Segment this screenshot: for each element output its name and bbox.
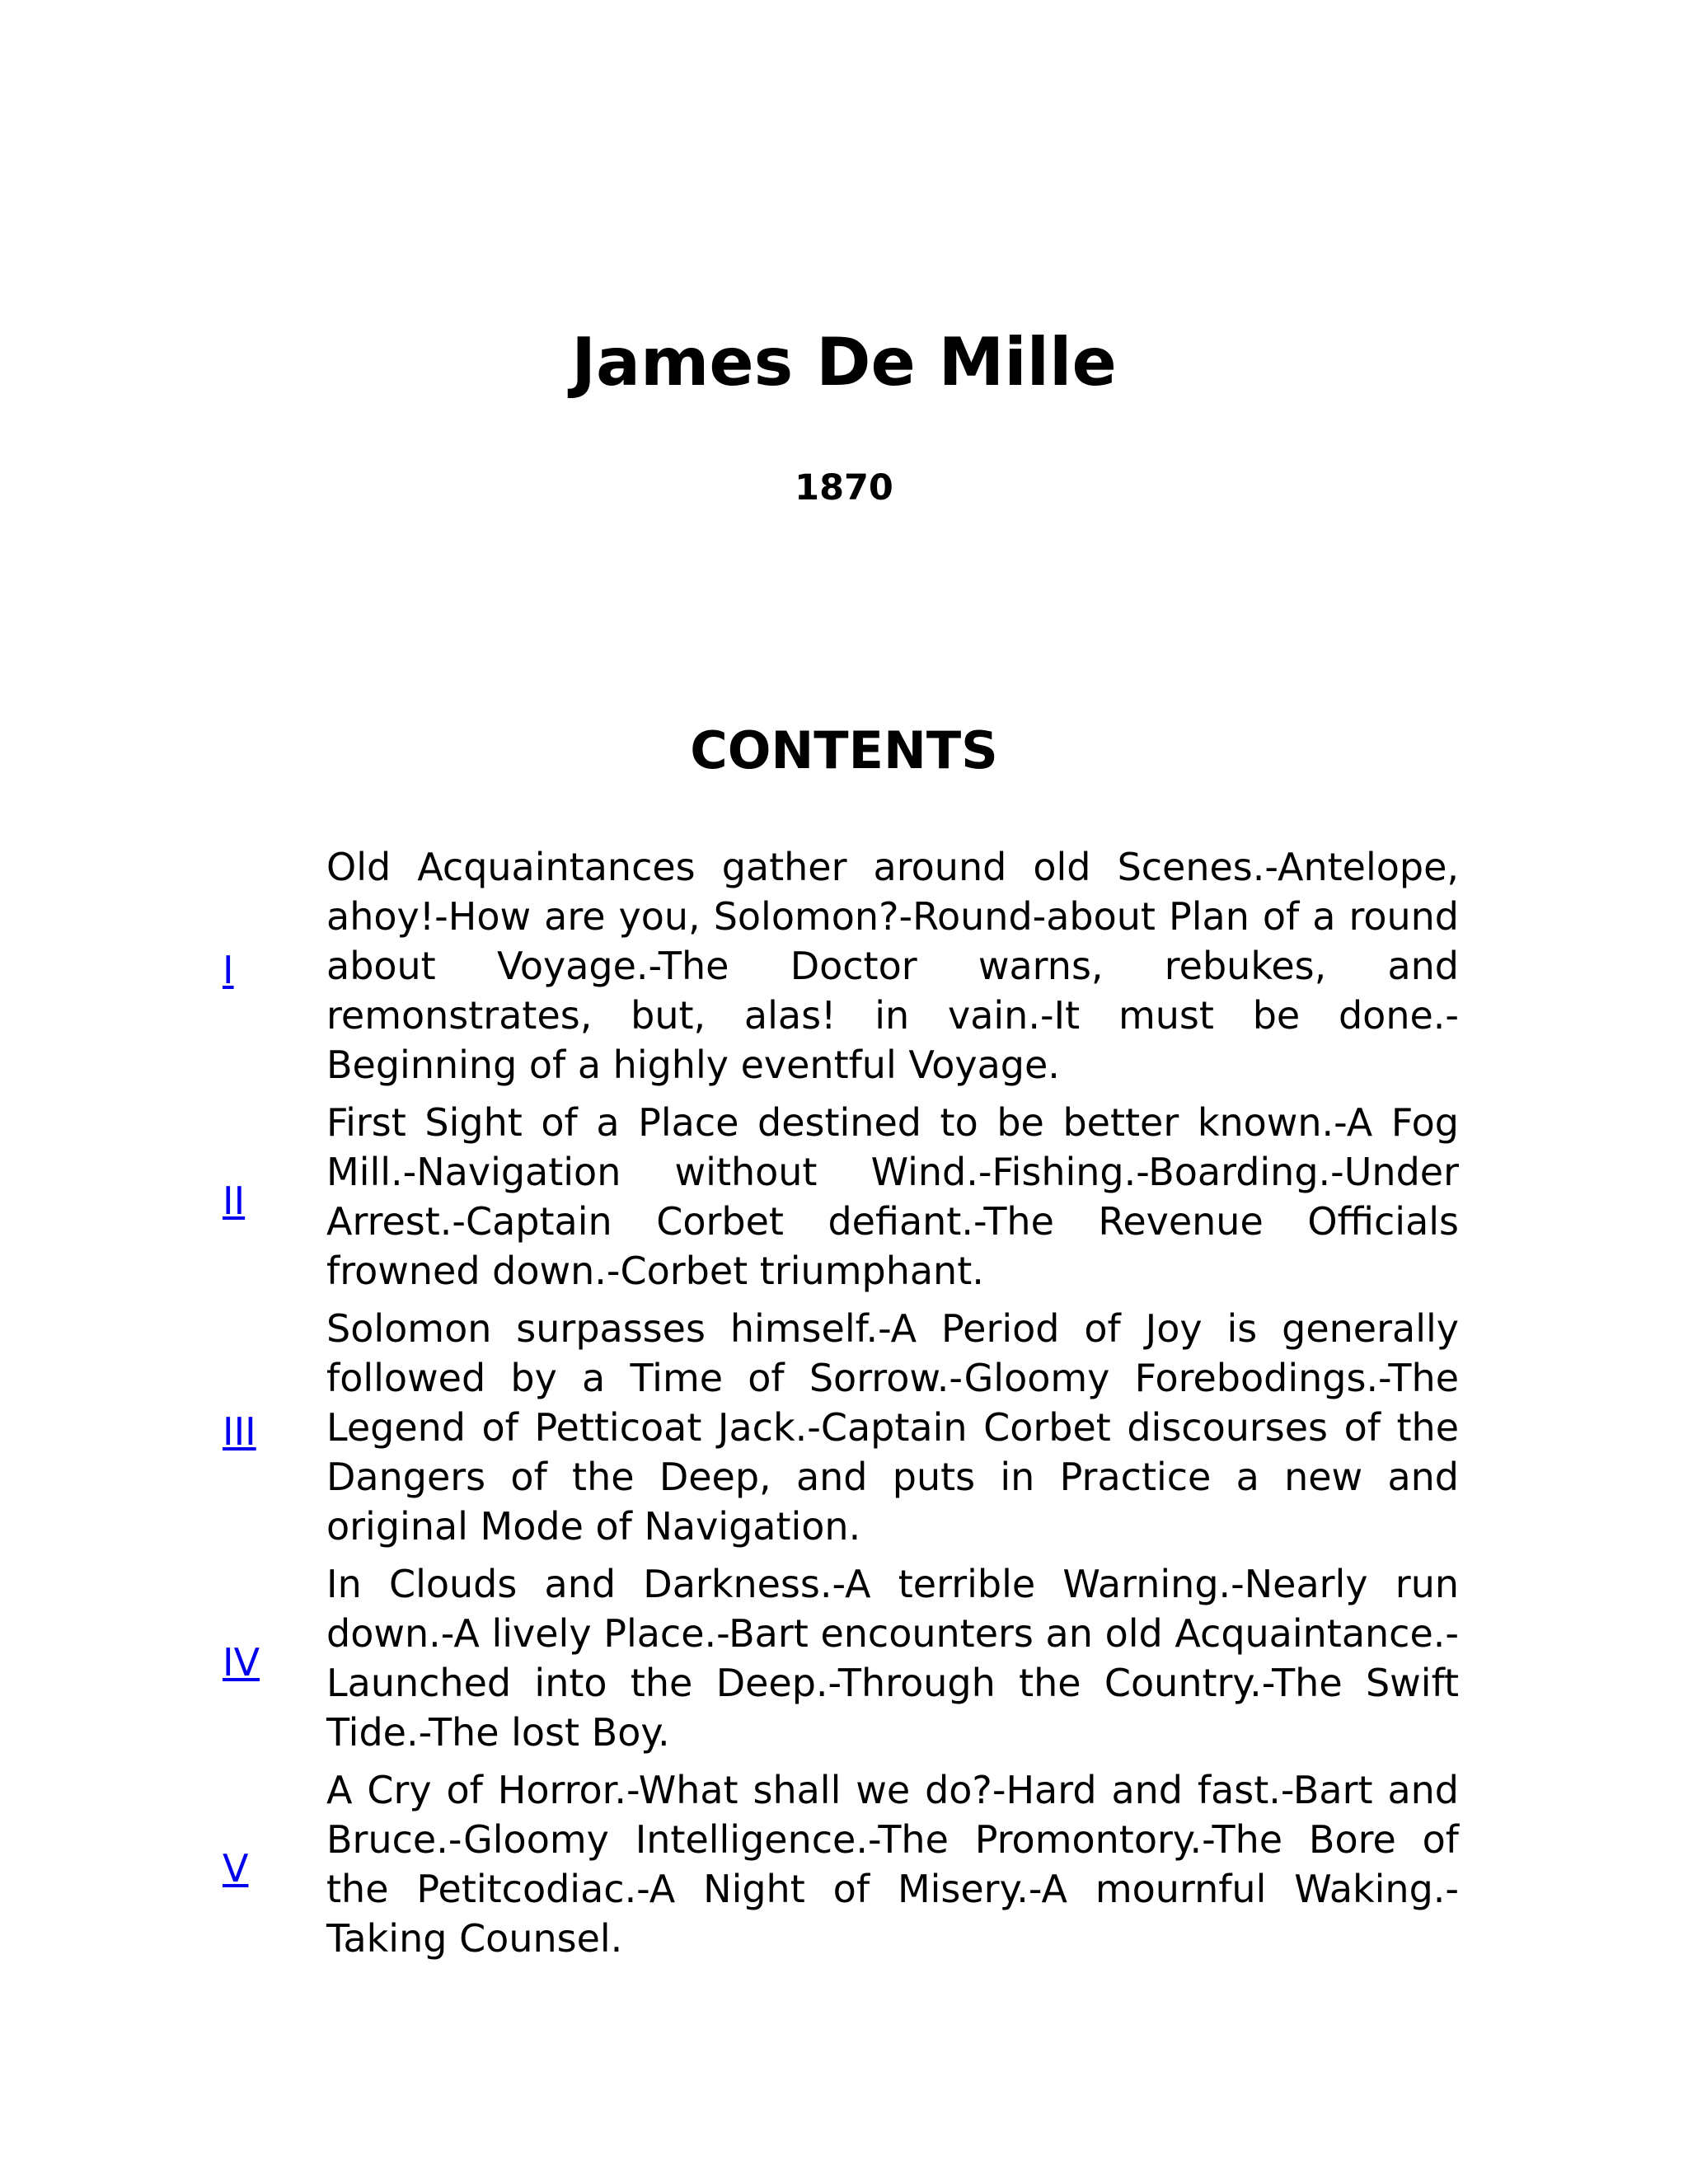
chapter-5-link[interactable]: V [223, 1846, 249, 1891]
toc-row-chapter-1 [223, 842, 1459, 1098]
contents-heading: CONTENTS [690, 720, 998, 780]
toc-row-chapter-4 [223, 1559, 1459, 1765]
chapter-2-summary: First Sight of a Place destined to be better known.-A Fog Mill.-Navigation without Wind.-Fishing.-Boarding.-Under Arrest.-Captain Corbet defiant.-The Revenue Officials frowned down.-Corbet triumphant. [326, 1100, 1459, 1293]
chapter-1-summary: Old Acquaintances gather around old Scenes.-Antelope, ahoy!-How are you, Solomon?-Round-about Plan of a round about Voyage.-The Doctor warns, rebukes, and remonstrates, but, alas! in vain.-It must be done.-Beginning of a highly eventful Voyage. [326, 845, 1459, 1087]
chapter-4-link[interactable]: IV [223, 1640, 260, 1685]
chapter-2-link[interactable]: II [223, 1179, 246, 1223]
table-of-contents [223, 842, 1459, 1971]
chapter-4-summary: In Clouds and Darkness.-A terrible Warning.-Nearly run down.-A lively Place.-Bart encounters an old Acquaintance.-Launched into the Deep.-Through the Country.-The Swift Tide.-The lost Boy. [326, 1562, 1459, 1755]
chapter-3-summary: Solomon surpasses himself.-A Period of Joy is generally followed by a Time of Sorrow.-Gloomy Forebodings.-The Legend of Petticoat Jack.-Captain Corbet discourses of the Dangers of the Deep, and puts in Practice a new and original Mode of Navigation. [326, 1306, 1459, 1549]
chapter-5-summary: A Cry of Horror.-What shall we do?-Hard and fast.-Bart and Bruce.-Gloomy Intelligence.-The Promontory.-The Bore of the Petitcodiac.-A Night of Misery.-A mournful Waking.-Taking Counsel. [326, 1768, 1459, 1961]
chapter-3-link[interactable]: III [223, 1409, 256, 1454]
toc-row-chapter-2 [223, 1098, 1459, 1304]
publication-year: 1870 [795, 467, 893, 509]
toc-row-chapter-5 [223, 1765, 1459, 1971]
chapter-1-link[interactable]: I [223, 948, 234, 992]
toc-row-chapter-3 [223, 1304, 1459, 1559]
author-name: James De Mille [571, 324, 1117, 401]
